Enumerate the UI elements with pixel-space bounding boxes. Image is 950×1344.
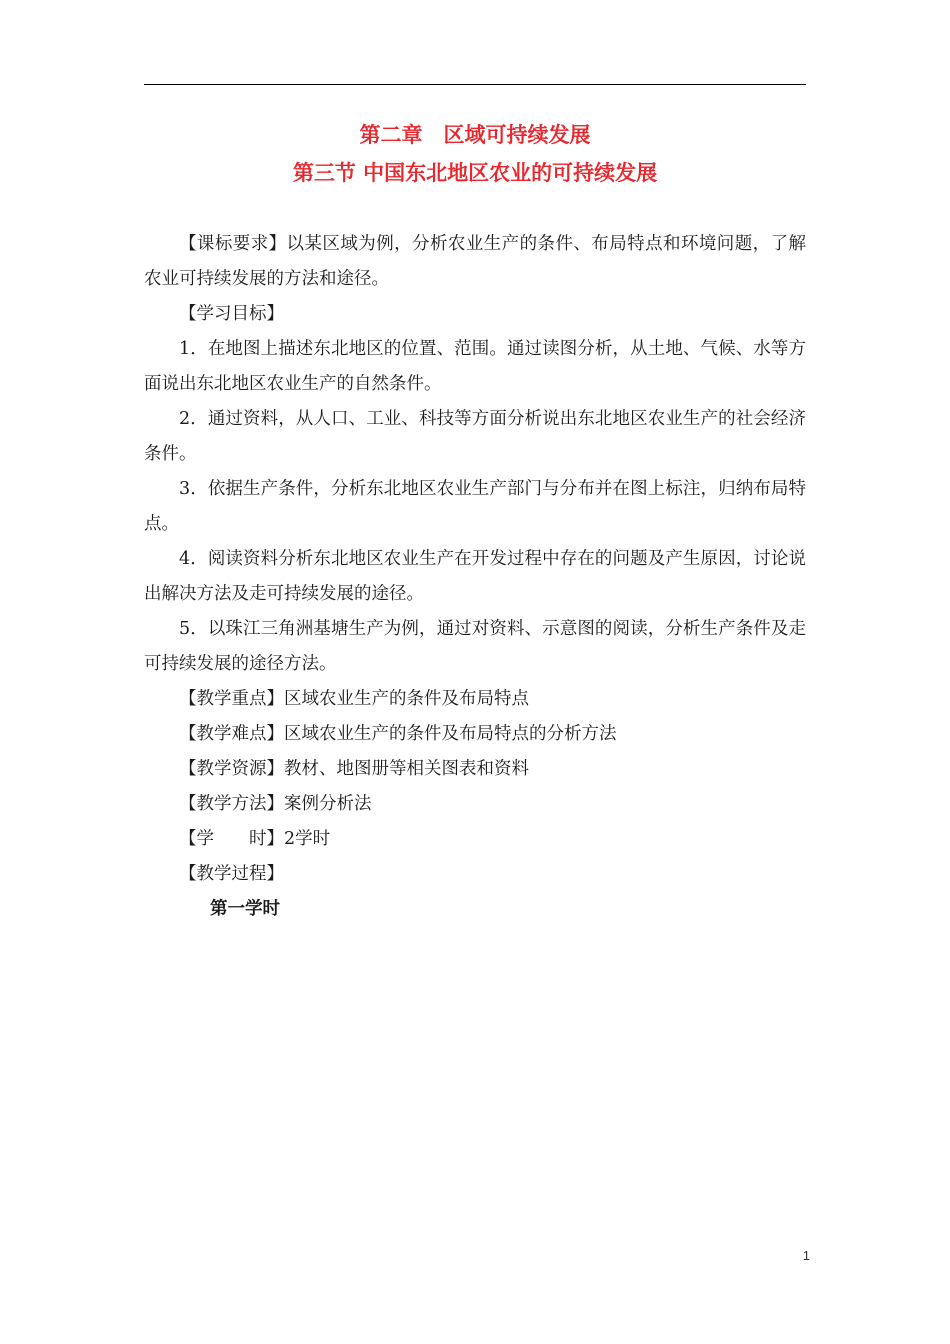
page-number: 1 <box>802 1248 810 1263</box>
header-rule <box>144 84 806 85</box>
objective-3: 3．依据生产条件，分析东北地区农业生产部门与分布并在图上标注，归纳布局特点。 <box>144 479 806 534</box>
objective-1: 1．在地图上描述东北地区的位置、范围。通过读图分析，从土地、气候、水等方面说出东北地区农业生产的自然条件。 <box>144 339 806 394</box>
curriculum-requirement: 【课标要求】以某区域为例，分析农业生产的条件、布局特点和环境问题，了解农业可持续发展的方法和途径。 <box>144 234 806 289</box>
document-body <box>144 227 806 927</box>
chapter-title: 第二章 区域可持续发展 <box>359 123 591 147</box>
objective-2: 2．通过资料，从人口、工业、科技等方面分析说出东北地区农业生产的社会经济条件。 <box>144 409 806 464</box>
teaching-difficulty: 【教学难点】区域农业生产的条件及布局特点的分析方法 <box>179 724 617 744</box>
teaching-process-heading: 【教学过程】 <box>179 864 284 884</box>
class-hours: 【学 时】2学时 <box>179 829 331 849</box>
section-title: 第三节 中国东北地区农业的可持续发展 <box>292 161 658 185</box>
first-period-heading: 第一学时 <box>210 899 280 919</box>
objective-5: 5．以珠江三角洲基塘生产为例，通过对资料、示意图的阅读，分析生产条件及走可持续发展的途径方法。 <box>144 619 806 674</box>
objective-4: 4．阅读资料分析东北地区农业生产在开发过程中存在的问题及产生原因，讨论说出解决方法及走可持续发展的途径。 <box>144 549 806 604</box>
teaching-method: 【教学方法】案例分析法 <box>179 794 372 814</box>
learning-objectives-heading: 【学习目标】 <box>179 304 284 324</box>
teaching-resources: 【教学资源】教材、地图册等相关图表和资料 <box>179 759 529 779</box>
teaching-focus: 【教学重点】区域农业生产的条件及布局特点 <box>179 689 529 709</box>
